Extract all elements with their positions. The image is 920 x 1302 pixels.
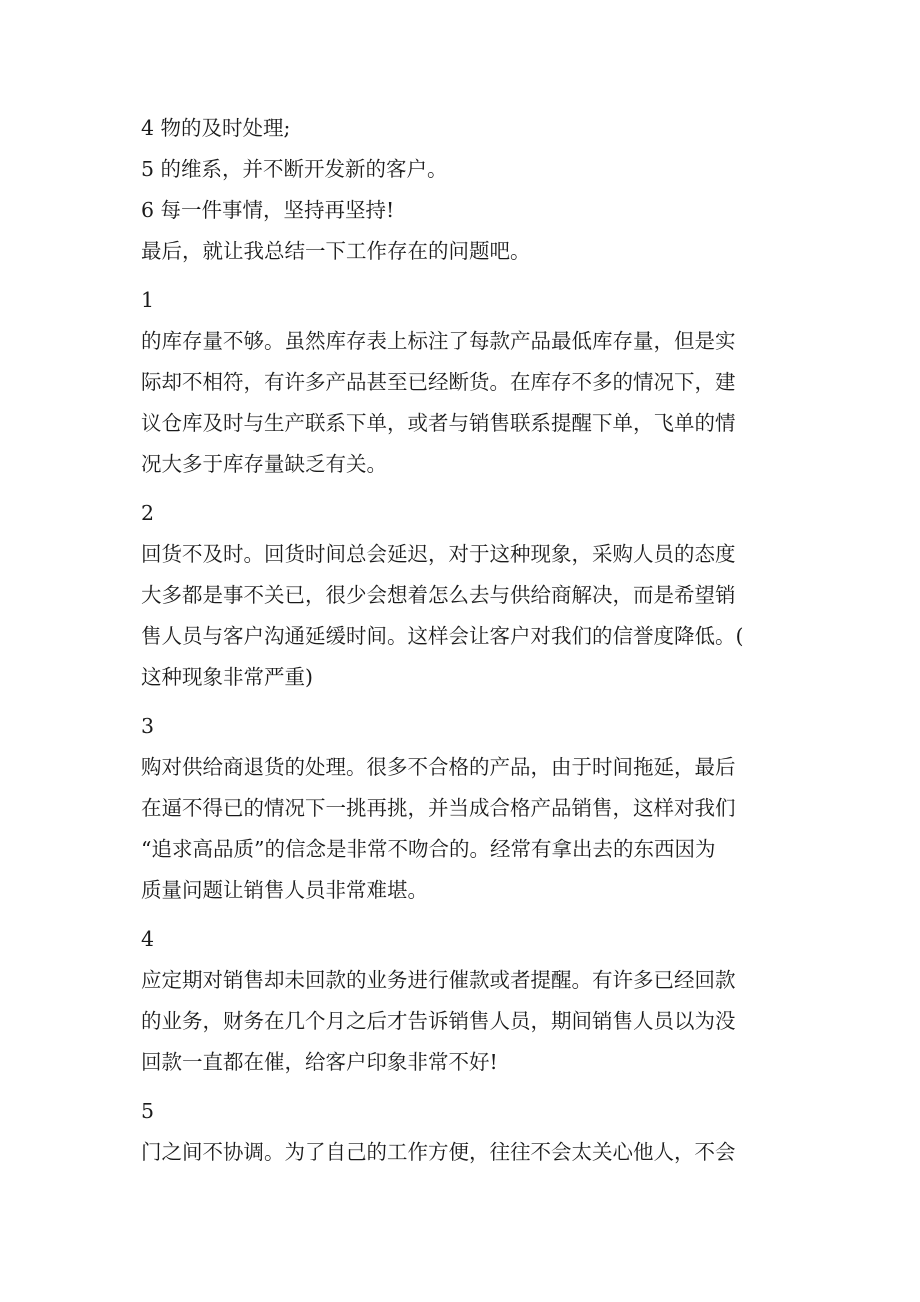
issue-1 [141, 280, 781, 485]
issue-line: 售人员与客户沟通延缓时间。这样会让客户对我们的信誉度降低。( [141, 624, 744, 648]
issue-number: 5 [141, 1099, 155, 1123]
intro-line: 6 每一件事情，坚持再坚持! [141, 198, 395, 222]
intro-line: 最后，就让我总结一下工作存在的问题吧。 [141, 239, 531, 263]
issue-line: 应定期对销售却未回款的业务进行催款或者提醒。有许多已经回款 [141, 968, 736, 992]
issue-line: 的库存量不够。虽然库存表上标注了每款产品最低库存量，但是实 [141, 329, 736, 353]
issue-number: 2 [141, 501, 155, 525]
issue-line: 这种现象非常严重) [141, 665, 313, 689]
issue-line: 况大多于库存量缺乏有关。 [141, 452, 387, 476]
issue-number: 3 [141, 714, 155, 738]
issue-line: 议仓库及时与生产联系下单，或者与销售联系提醒下单，飞单的情 [141, 411, 736, 435]
document-body [141, 108, 781, 1173]
issue-number: 1 [141, 288, 155, 312]
issue-line: 门之间不协调。为了自己的工作方便，往往不会太关心他人，不会 [141, 1140, 736, 1164]
issue-5 [141, 1091, 781, 1173]
issue-2 [141, 493, 781, 698]
issue-line: 回货不及时。回货时间总会延迟，对于这种现象，采购人员的态度 [141, 542, 736, 566]
issue-number: 4 [141, 927, 155, 951]
issue-3 [141, 706, 781, 911]
issue-4 [141, 919, 781, 1083]
issue-line: 回款一直都在催，给客户印象非常不好! [141, 1050, 498, 1074]
intro-block [141, 108, 781, 272]
issue-line: 购对供给商退货的处理。很多不合格的产品，由于时间拖延，最后 [141, 755, 736, 779]
issue-line: 际却不相符，有许多产品甚至已经断货。在库存不多的情况下，建 [141, 370, 736, 394]
intro-line: 4 物的及时处理; [141, 116, 291, 140]
issue-line: 在逼不得已的情况下一挑再挑，并当成合格产品销售，这样对我们 [141, 796, 736, 820]
issue-line: 的业务，财务在几个月之后才告诉销售人员，期间销售人员以为没 [141, 1009, 736, 1033]
intro-line: 5 的维系，并不断开发新的客户。 [141, 157, 448, 181]
issue-line: 大多都是事不关已，很少会想着怎么去与供给商解决，而是希望销 [141, 583, 736, 607]
issue-line: 质量问题让销售人员非常难堪。 [141, 878, 428, 902]
issue-line: “追求高品质”的信念是非常不吻合的。经常有拿出去的东西因为 [141, 837, 716, 861]
